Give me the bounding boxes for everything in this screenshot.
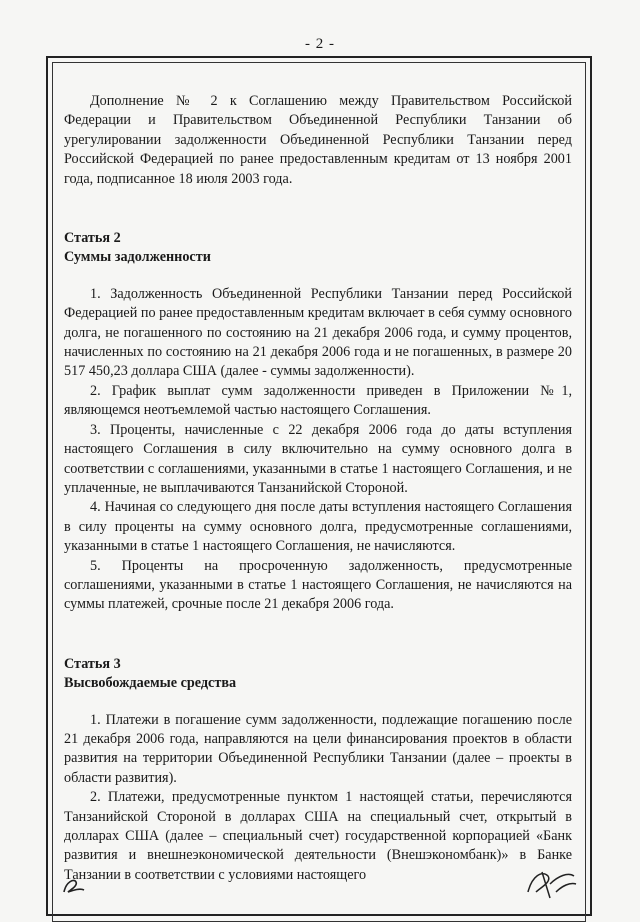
article-3-title: Высвобождаемые средства — [64, 675, 237, 692]
article-2-paragraph-5: 5. Проценты на просроченную задолженность, предусмотренные соглашениями, указанными в статье 1 настоящего Соглашения, не начисляются на суммы платежей, срочные после 21 декабря 2006 года. — [64, 557, 572, 613]
document-body — [64, 92, 572, 885]
article-2-paragraph-3: 3. Проценты, начисленные с 22 декабря 2006 года до даты вступления настоящего Соглашения в силу включительно на сумму основного долга в соответствии с соглашениями, указанными в статье 1 настоящего Соглашения, и не уплаченные, не выплачиваются Танзанийской Стороной. — [64, 421, 572, 496]
article-3-number: Статья 3 — [64, 655, 121, 672]
article-3 — [64, 655, 572, 885]
initials-right-signature — [520, 862, 580, 902]
page-number: - 2 - — [305, 36, 335, 52]
initials-left-signature — [60, 872, 90, 903]
article-2-number: Статья 2 — [64, 230, 121, 247]
article-3-paragraph-1: 1. Платежи в погашение сумм задолженности, подлежащие погашению после 21 декабря 2006 года, направляются на цели финансирования проектов в области развития на территории Объединенной Республики Танзании (далее – проекты в области развития). — [64, 711, 572, 786]
article-2-paragraph-1: 1. Задолженность Объединенной Республики Танзании перед Российской Федерацией по ранее предоставленным кредитам включает в себя сумму основного долга, не погашенного по состоянию на 21 декабря 2006 года, и сумму процентов, начисленных по состоянию на 21 декабря 2006 года и не погашенных, в размере 20 517 450,23 доллара США (далее - суммы задолженности). — [64, 285, 573, 380]
article-2 — [64, 229, 572, 615]
intro-paragraph: Дополнение № 2 к Соглашению между Правительством Российской Федерации и Правительством Объединенной Республики Танзании об урегулировании задолженности Объединенной Республики Танзании перед Российской Федерацией по ранее предоставленным кредитам от 13 ноября 2001 года, подписанное 18 июля 2003 года. — [64, 93, 572, 187]
article-2-paragraph-2: 2. График выплат сумм задолженности приведен в Приложении №1, являющемся неотъемлемой частью настоящего Соглашения. — [64, 382, 572, 419]
article-2-paragraph-4: 4. Начиная со следующего дня после даты вступления настоящего Соглашения в силу проценты на сумму основного долга, предусмотренные соглашениями, указанными в статье 1 настоящего Соглашения, не начисляются. — [64, 499, 572, 555]
article-2-title: Суммы задолженности — [64, 249, 211, 266]
article-3-paragraph-2: 2. Платежи, предусмотренные пунктом 1 настоящей статьи, перечисляются Танзанийской Стороной в долларах США на специальный счет, открытый в долларах США (далее – специальный счет) государственной корпорацией «Банк развития и внешнеэкономической деятельности (Внешэкономбанк)» в Банке Танзании в соответствии с условиями настоящего — [64, 789, 572, 883]
